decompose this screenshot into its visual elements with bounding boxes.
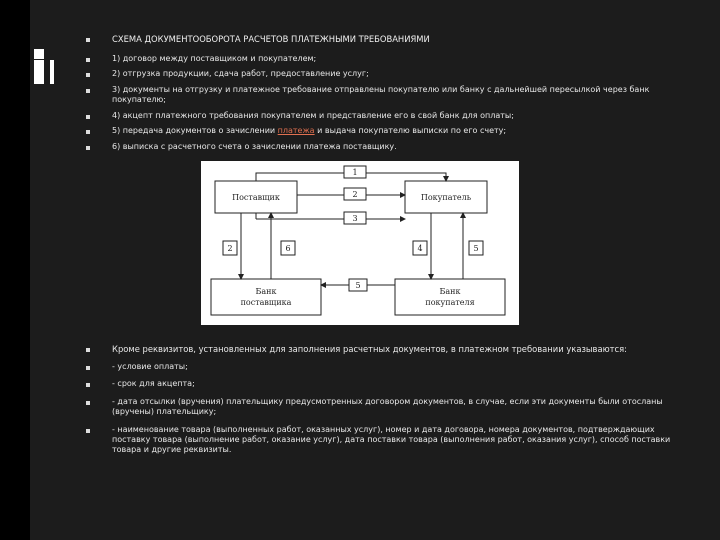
step-item: 2) отгрузка продукции, сдача работ, предоставление услуг; bbox=[112, 69, 369, 78]
bullet-icon bbox=[86, 89, 90, 93]
arrow-label: 2 bbox=[227, 244, 233, 253]
supplier-bank-label: поставщика bbox=[240, 298, 292, 307]
step-item: 6) выписка с расчетного счета о зачислении платежа поставщику. bbox=[112, 142, 397, 151]
arrow-label: 4 bbox=[417, 244, 423, 253]
arrow-label: 2 bbox=[352, 190, 358, 199]
arrow-label: 5 bbox=[355, 281, 361, 290]
bullet-icon bbox=[86, 383, 90, 387]
bullet-icon bbox=[86, 38, 90, 42]
buyer-bank-label: Банк bbox=[439, 287, 461, 296]
arrow-label: 3 bbox=[352, 214, 358, 223]
step-item bbox=[112, 126, 506, 136]
arrow-label: 1 bbox=[352, 168, 358, 177]
step-text: и выдача покупателю выписки по его счету; bbox=[314, 126, 507, 135]
decor-bar bbox=[34, 49, 44, 59]
slide-title: СХЕМА ДОКУМЕНТООБОРОТА РАСЧЕТОВ ПЛАТЕЖНЫМИ ТРЕБОВАНИЯМИ bbox=[112, 34, 430, 44]
bullet-icon bbox=[86, 401, 90, 405]
step-item: 3) документы на отгрузку и платежное требование отправлены покупателю или банку с дальнейшей пересылкой через банк покупателю; bbox=[112, 85, 650, 104]
bullet-icon bbox=[86, 58, 90, 62]
document-flow-diagram bbox=[201, 161, 519, 325]
bullet-icon bbox=[86, 366, 90, 370]
bullet-icon bbox=[86, 429, 90, 433]
buyer-bank-box bbox=[395, 279, 505, 315]
supplier-bank-label: Банк bbox=[255, 287, 277, 296]
supplier-bank-box bbox=[211, 279, 321, 315]
decor-bar bbox=[50, 60, 54, 84]
buyer-bank-label: покупателя bbox=[425, 298, 475, 307]
detail-item: - дата отсылки (вручения) плательщику предусмотренных договором документов, в случае, если эти документы были отосланы (вручены) плательщику; bbox=[112, 397, 663, 416]
payment-link[interactable]: платежа bbox=[277, 126, 315, 135]
supplier-label: Поставщик bbox=[232, 193, 280, 202]
bullet-icon bbox=[86, 73, 90, 77]
arrow-label: 6 bbox=[285, 244, 291, 253]
details-intro: Кроме реквизитов, установленных для заполнения расчетных документов, в платежном требовании указываются: bbox=[112, 344, 628, 354]
bullet-icon bbox=[86, 130, 90, 134]
detail-item: - условие оплаты; bbox=[112, 362, 188, 371]
bullet-icon bbox=[86, 348, 90, 352]
diagram-svg bbox=[201, 161, 519, 325]
bullet-icon bbox=[86, 115, 90, 119]
buyer-label: Покупатель bbox=[420, 193, 472, 202]
arrow-label: 5 bbox=[473, 244, 479, 253]
step-text: 5) передача документов о зачислении bbox=[112, 126, 278, 135]
detail-item: - срок для акцепта; bbox=[112, 379, 195, 388]
detail-item: - наименование товара (выполненных работ, оказанных услуг), номер и дата договора, номера документов, подтверждающих поставку товара (выполнение работ, оказание услуг), дата поставки товара (выполнения работ, оказания услуг), способ поставки товара и другие реквизиты. bbox=[112, 425, 671, 454]
step-item: 4) акцепт платежного требования покупателем и представление его в свой банк для оплаты; bbox=[112, 111, 514, 120]
step-item: 1) договор между поставщиком и покупателем; bbox=[112, 54, 317, 63]
decor-bar bbox=[34, 60, 44, 84]
bullet-icon bbox=[86, 146, 90, 150]
